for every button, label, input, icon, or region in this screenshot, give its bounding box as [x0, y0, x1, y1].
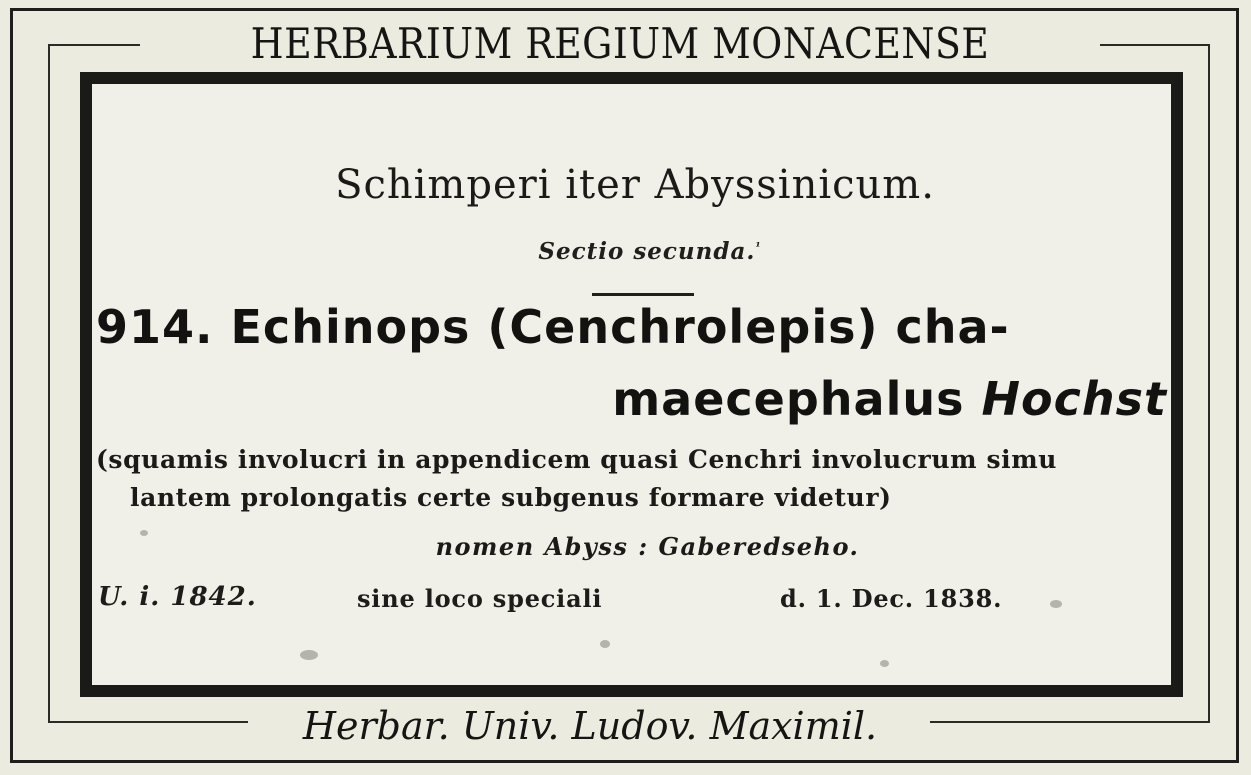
- collection-date: d. 1. Dec. 1838.: [780, 584, 1003, 613]
- header-rule-left: [48, 44, 140, 46]
- paper-speck: [140, 530, 148, 536]
- header-rule-right: [1100, 44, 1210, 46]
- distribution-date: U. i. 1842.: [98, 582, 257, 612]
- locality: sine loco speciali: [357, 584, 603, 613]
- description-line1: (squamis involucri in appendicem quasi Cenchri involucrum simu: [96, 445, 1058, 474]
- institution-stamp: Herbar. Univ. Ludov. Maximil.: [302, 704, 878, 748]
- section-footnote-mark: ¹: [755, 239, 762, 254]
- paper-speck: [600, 640, 610, 648]
- description-line2: lantem prolongatis certe subgenus formare videtur): [130, 483, 892, 512]
- vernacular-name: nomen Abyss : Gaberedseho.: [435, 532, 860, 561]
- right-thin-rule: [1208, 44, 1210, 722]
- paper-speck: [880, 660, 889, 667]
- separator-rule: [592, 293, 694, 296]
- paper-speck: [1050, 600, 1062, 608]
- footer-rule-left: [48, 721, 248, 723]
- herbarium-title: HERBARIUM REGIUM MONACENSE: [250, 19, 990, 68]
- species-name-line1: 914. Echinops (Cenchrolepis) cha-: [96, 300, 1010, 354]
- paper-speck: [300, 650, 318, 660]
- section-line: [0, 238, 1251, 265]
- left-thin-rule: [48, 44, 50, 722]
- footer-rule-right: [930, 721, 1210, 723]
- expedition-line: Schimperi iter Abyssinicum.: [335, 162, 935, 208]
- section-text: Sectio secunda.: [538, 238, 756, 265]
- species-name-line2: [612, 372, 1167, 426]
- species-epithet-end: maecephalus: [612, 372, 965, 426]
- species-author: Hochst: [981, 372, 1167, 426]
